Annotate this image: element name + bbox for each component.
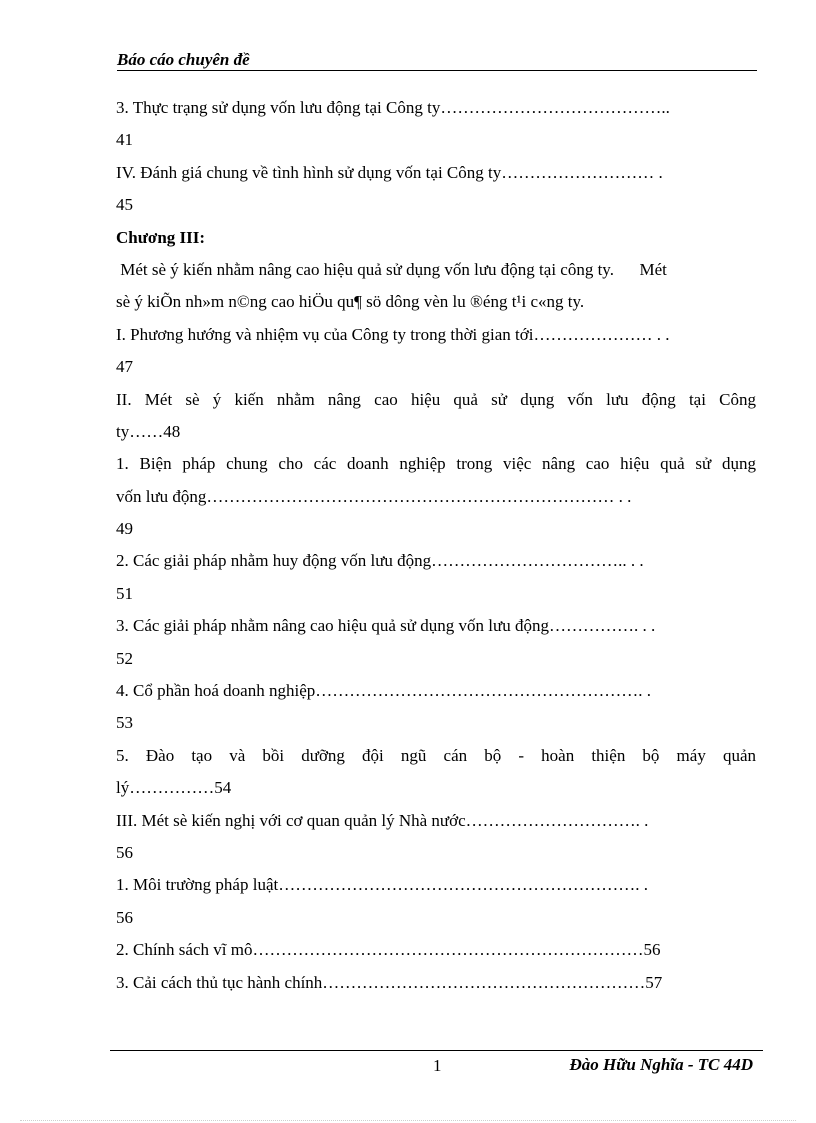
toc-entry: 1. Biện pháp chung cho các doanh nghiệp trong việc nâng cao hiệu quả sử dụng	[116, 454, 756, 474]
toc-entry-continuation: lý……………54	[116, 778, 232, 798]
toc-page-number: 56	[116, 907, 133, 927]
footer-divider	[110, 1050, 763, 1051]
toc-page-number: 52	[116, 648, 133, 668]
toc-entry: 5. Đào tạo và bồi dưỡng đội ngũ cán bộ - hoàn thiện bộ máy quản	[116, 745, 756, 765]
page-header	[117, 48, 757, 71]
toc-entry: 3. Cải cách thủ tục hành chính…………………………………………………57	[116, 972, 663, 992]
table-of-contents	[116, 92, 756, 999]
page-edge	[20, 1120, 796, 1121]
toc-page-number: 49	[116, 519, 133, 539]
toc-page-number: 51	[116, 583, 133, 603]
chapter-title: Mét sè ý kiến nhằm nâng cao hiệu quả sử dụng vốn lưu động tại công ty. Mét	[116, 259, 667, 279]
toc-page-number: 45	[116, 195, 133, 215]
toc-entry: 2. Các giải pháp nhằm huy động vốn lưu động…………………………….. . .	[116, 551, 644, 571]
toc-page-number: 53	[116, 713, 133, 733]
toc-entry: 4. Cổ phần hoá doanh nghiệp…………………………………………………. .	[116, 681, 651, 701]
chapter-heading: Chương III:	[116, 227, 206, 247]
toc-page-number: 56	[116, 842, 133, 862]
toc-entry-continuation: vốn lưu động……………………………………………………………… . .	[116, 486, 632, 506]
toc-entry: IV. Đánh giá chung về tình hình sử dụng vốn tại Công ty……………………… .	[116, 162, 663, 182]
toc-entry: 3. Các giải pháp nhằm nâng cao hiệu quả sử dụng vốn lưu động……………. . .	[116, 616, 656, 636]
chapter-title-encoded: sè ý kiÕn nh»m n©ng cao hiÖu qu¶ sö dông vèn lu ®éng t¹i c«ng ty.	[116, 292, 585, 312]
toc-page-number: 47	[116, 357, 133, 377]
toc-entry: III. Mét sè kiến nghị với cơ quan quản lý Nhà nước…………………………. .	[116, 810, 649, 830]
toc-entry: 1. Môi trường pháp luật………………………………………………………. .	[116, 875, 648, 895]
header-title: Báo cáo chuyên đề	[117, 50, 250, 69]
toc-entry: 3. Thực trạng sử dụng vốn lưu động tại Công ty…………………………………..	[116, 98, 670, 117]
page-number: 1	[433, 1056, 442, 1075]
footer-author: Đào Hữu Nghĩa - TC 44D	[569, 1055, 753, 1074]
toc-entry: I. Phương hướng và nhiệm vụ của Công ty trong thời gian tới………………… . .	[116, 324, 670, 344]
toc-page-number: 41	[116, 130, 133, 150]
toc-entry: 2. Chính sách vĩ mô……………………………………………………………56	[116, 940, 661, 960]
toc-entry: II. Mét sè ý kiến nhằm nâng cao hiệu quả sử dụng vốn lưu động tại Công	[116, 389, 756, 409]
toc-entry-continuation: ty……48	[116, 421, 181, 441]
